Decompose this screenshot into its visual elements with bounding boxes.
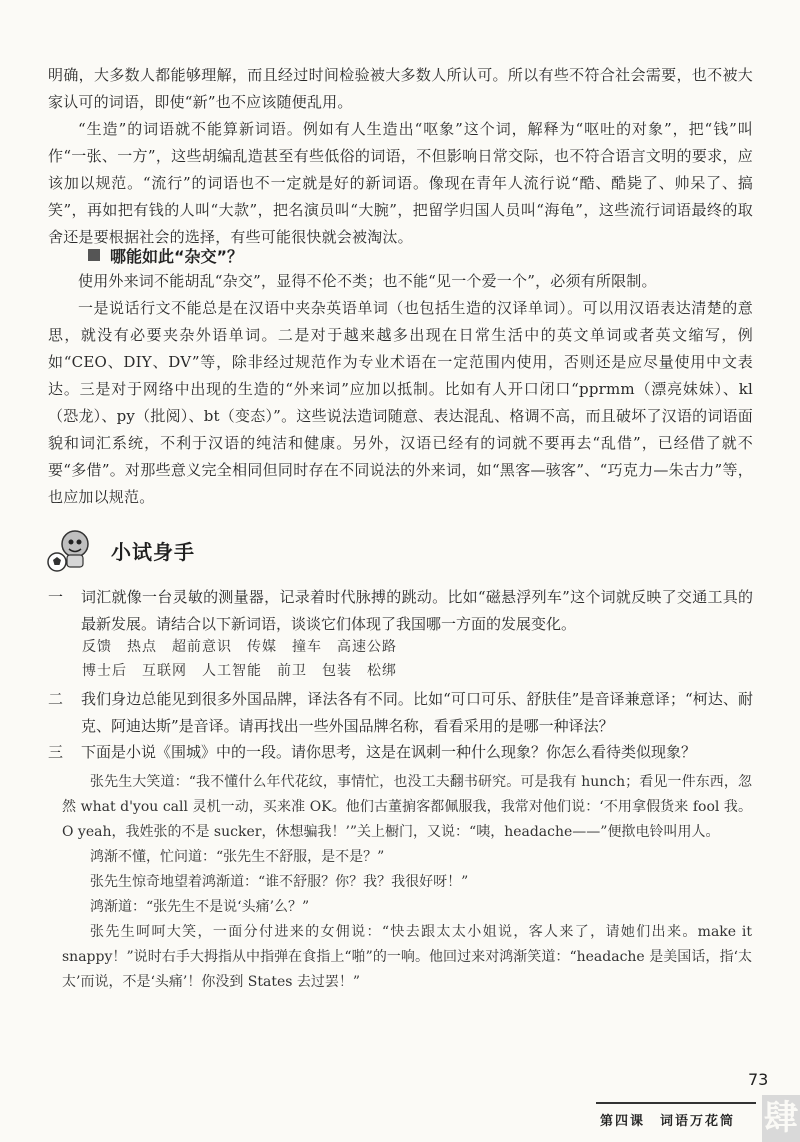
excerpt-paragraph: 张先生大笑道：“我不懂什么年代花纹，事情忙，也没工夫翻书研究。可是我有 hunch；看见一件东西，忽然 what d'you call 灵机一动，买来准 OK。他们古董掮客都佩服我，我常对他们说：‘不用拿假货来 fool 我。O yeah，我姓张的不是 sucker，休想骗我！’”关上橱门，又说：“咦，headache——”便揿电铃叫用人。 bbox=[62, 774, 752, 840]
paragraph-3: 使用外来词不能胡乱“杂交”，显得不伦不类；也不能“见一个爱一个”，必须有所限制。 bbox=[78, 272, 657, 290]
exercise-text: 我们身边总能见到很多外国品牌，译法各有不同。比如“可口可乐、舒肤佳”是音译兼意译；“柯达、耐克、阿迪达斯”是音译。请再找出一些外国品牌名称，看看采用的是哪一种译法？ bbox=[81, 690, 753, 735]
paragraph-1: 明确，大多数人都能够理解，而且经过时间检验被大多数人所认可。所以有些不符合社会需要，也不被大家认可的词语，即使“新”也不应该随便乱用。 bbox=[48, 66, 753, 111]
page-number: 73 bbox=[748, 1070, 769, 1089]
subheading bbox=[88, 243, 243, 267]
chapter-tab-glyph: 肆 bbox=[762, 1095, 800, 1142]
footer-lesson-label: 第四课 词语万花筒 bbox=[600, 1114, 736, 1129]
excerpt-paragraph: 鸿渐道：“张先生不是说‘头痛’么？” bbox=[90, 899, 310, 915]
word-list-row-2: 博士后 互联网 人工智能 前卫 包装 松绑 bbox=[82, 663, 397, 679]
exercise-number: 一 bbox=[48, 588, 64, 606]
exercise-number: 二 bbox=[48, 690, 64, 708]
football-mascot-icon bbox=[45, 524, 97, 576]
excerpt-paragraph: 张先生惊奇地望着鸿渐道：“谁不舒服？你？我？我很好呀！” bbox=[90, 874, 469, 890]
exercise-3 bbox=[48, 739, 753, 766]
paragraph-4: 一是说话行文不能总是在汉语中夹杂英语单词（也包括生造的汉译单词）。可以用汉语表达清楚的意思，就没有必要夹杂外语单词。二是对于越来越多出现在日常生活中的英文单词或者英文缩写，例如“CEO、DIY、DV”等，除非经过规范作为专业术语在一定范围内使用，否则还是应尽量使用中文表达。三是对于网络中出现的生造的“外来词”应加以抵制。比如有人开口闭口“pprmm（漂亮妹妹）、kl（恐龙）、py（批阅）、bt（变态）”。这些说法造词随意、表达混乱、格调不高，而且破坏了汉语的词语面貌和词汇系统，不利于汉语的纯洁和健康。另外，汉语已经有的词就不要再去“乱借”，已经借了就不要“多借”。对那些意义完全相同但同时存在不同说法的外来词，如“黑客—骇客”、“巧克力—朱古力”等，也应加以规范。 bbox=[48, 299, 753, 506]
excerpt-paragraph: 张先生呵呵大笑，一面分付进来的女佣说：“快去跟太太小姐说，客人来了，请她们出来。make it snappy！”说时右手大拇指从中指弹在食指上“啪”的一响。他回过来对鸿渐笑道：“headache 是美国话，指‘太太’而说，不是‘头痛’！你没到 States 去过罢！” bbox=[62, 924, 752, 990]
subheading-text: 哪能如此“杂交”？ bbox=[110, 246, 244, 266]
footer-divider bbox=[596, 1102, 756, 1104]
section-title: 小试身手 bbox=[111, 539, 195, 564]
paragraph-2: “生造”的词语就不能算新词语。例如有人生造出“呕象”这个词，解释为“呕吐的对象”，把“钱”叫作“一张、一方”，这些胡编乱造甚至有些低俗的词语，不但影响日常交际，也不符合语言文明的要求，应该加以规范。“流行”的词语也不一定就是好的新词语。像现在青年人流行说“酷、酷毙了、帅呆了、搞笑”，再如把有钱的人叫“大款”，把名演员叫“大腕”，把留学归国人员叫“海龟”，这些流行词语最终的取舍还是要根据社会的选择，有些可能很快就会被淘汰。 bbox=[48, 120, 753, 246]
exercise-2 bbox=[48, 686, 753, 740]
exercise-1 bbox=[48, 584, 753, 638]
section-header bbox=[45, 520, 195, 580]
word-list-row-1: 反馈 热点 超前意识 传媒 撞车 高速公路 bbox=[82, 639, 397, 655]
excerpt-paragraph: 鸿渐不懂，忙问道：“张先生不舒服，是不是？” bbox=[90, 849, 385, 865]
exercise-text: 词汇就像一台灵敏的测量器，记录着时代脉搏的跳动。比如“磁悬浮列车”这个词就反映了交通工具的最新发展。请结合以下新词语，谈谈它们体现了我国哪一方面的发展变化。 bbox=[81, 588, 753, 633]
square-bullet-icon bbox=[88, 249, 100, 261]
exercise-number: 三 bbox=[48, 743, 64, 761]
novel-excerpt bbox=[62, 770, 752, 995]
exercise-text: 下面是小说《围城》中的一段。请你思考，这是在讽刺一种什么现象？你怎么看待类似现象？ bbox=[81, 743, 697, 761]
